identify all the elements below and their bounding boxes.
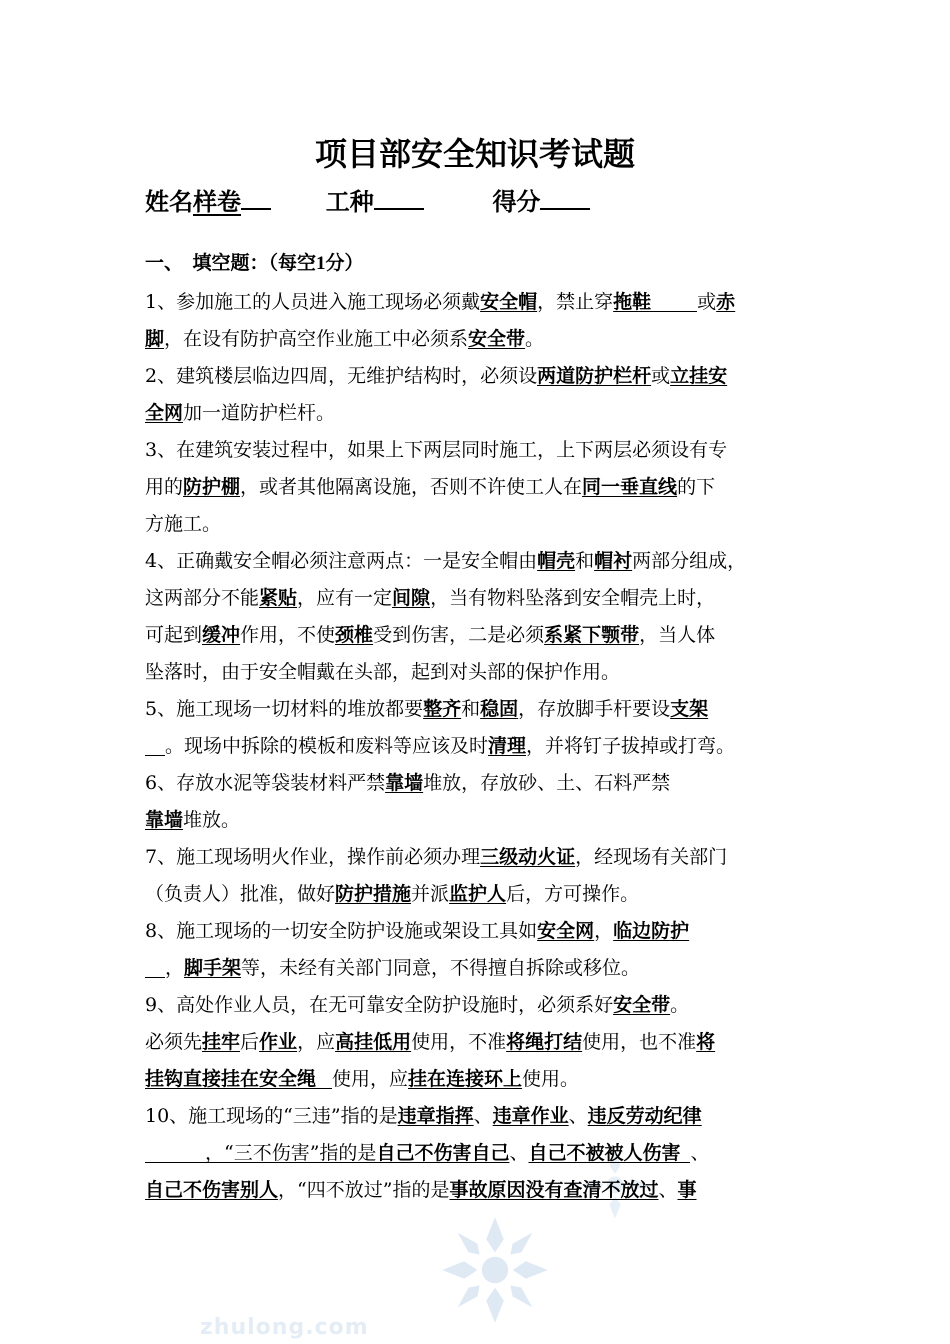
name-label: 姓名 [145, 187, 193, 216]
answer: 防护棚 [183, 476, 241, 498]
answer: 脚 [145, 328, 165, 350]
answer: 临边防护 [613, 920, 690, 942]
question-10-line-1: 10、施工现场的“三违”指的是违章指挥、违章作业、违反劳动纪律 [145, 1105, 702, 1127]
name-value: 样卷 [193, 187, 241, 216]
answer: 支架 [670, 698, 709, 720]
question-4-line-4: 坠落时，由于安全帽戴在头部，起到对头部的保护作用。 [145, 661, 621, 683]
answer: 高挂低用 [335, 1031, 412, 1053]
answer: 清理 [488, 735, 527, 757]
answer: 两道防护栏杆 [537, 365, 652, 387]
answer: 三级动火证 [480, 846, 576, 868]
answer: 全网 [145, 402, 184, 424]
answer: 违章作业 [492, 1105, 569, 1127]
answer: 挂钩直接挂在安全绳 [145, 1068, 317, 1090]
answer: 自己不伤害自己 [376, 1142, 510, 1164]
question-6-line-1: 6、存放水泥等袋装材料严禁靠墙堆放，存放砂、土、石料严禁 [145, 772, 671, 794]
question-2-line-1: 2、建筑楼层临边四周，无维护结构时，必须设两道防护栏杆或立挂安 [145, 365, 728, 387]
exam-header [145, 182, 590, 220]
answer: 违反劳动纪律 [587, 1105, 702, 1127]
question-1-line-1: 1、参加施工的人员进入施工现场必须戴安全帽，禁止穿拖鞋 或赤 [145, 291, 736, 313]
answer: 安全网 [537, 920, 595, 942]
question-4-line-1: 4、正确戴安全帽必须注意两点：一是安全帽由帽壳和帽衬两部分组成， [145, 550, 747, 572]
question-7-line-1: 7、施工现场明火作业，操作前必须办理三级动火证，经现场有关部门 [145, 846, 728, 868]
answer: 挂牢 [202, 1031, 241, 1053]
answer: 事 [677, 1179, 697, 1201]
answer: 稳固 [480, 698, 519, 720]
answer: 事故原因没有查清不放过 [449, 1179, 659, 1201]
trade-blank [374, 182, 424, 210]
answer: 将 [696, 1031, 716, 1053]
question-10-line-3: 自己不伤害别人，“四不放过”指的是事故原因没有查清不放过、事 [145, 1179, 697, 1201]
section-points: 1 [316, 253, 326, 274]
question-4-line-3: 可起到缓冲作用，不使颈椎受到伤害，二是必须系紧下颚带，当人体 [145, 624, 716, 646]
question-2-line-2: 全网加一道防护栏杆。 [145, 402, 336, 424]
answer: 防护措施 [335, 883, 412, 905]
answer: 立挂安 [670, 365, 728, 387]
trade-label: 工种 [325, 187, 374, 216]
section-heading-text: 一、 填空题：（每空 [145, 252, 317, 274]
name-blank [241, 182, 271, 210]
answer: 同一垂直线 [582, 476, 678, 498]
question-9-line-3: 挂钩直接挂在安全绳 使用，应挂在连接环上使用。 [145, 1068, 580, 1090]
answer: 违章指挥 [397, 1105, 474, 1127]
question-9-line-1: 9、高处作业人员，在无可靠安全防护设施时，必须系好安全带。 [145, 994, 690, 1016]
score-label: 得分 [492, 187, 541, 216]
question-3-line-2: 用的防护棚，或者其他隔离设施，否则不许使工人在同一垂直线的下 [145, 476, 716, 498]
question-10-line-2: ，“三不伤害”指的是自己不伤害自己、自己不被被人伤害 、 [145, 1135, 810, 1172]
answer: 靠墙 [385, 772, 424, 794]
answer: 缓冲 [202, 624, 241, 646]
question-5-line-1: 5、施工现场一切材料的堆放都要整齐和稳固，存放脚手杆要设支架 [145, 698, 709, 720]
answer: 自己不被被人伤害 [528, 1142, 681, 1164]
question-7-line-2: （负责人）批准，做好防护措施并派监护人后，方可操作。 [145, 883, 640, 905]
watermark-text: zhulong.com [200, 1315, 369, 1340]
answer: 监护人 [449, 883, 507, 905]
answer: 靠墙 [145, 809, 184, 831]
answer: 紧贴 [259, 587, 298, 609]
question-3-line-1: 3、在建筑安装过程中，如果上下两层同时施工，上下两层必须设有专 [145, 439, 728, 461]
question-8-line-2: ，脚手架等，未经有关部门同意，不得擅自拆除或移位。 [145, 950, 810, 987]
answer: 安全带 [613, 994, 671, 1016]
answer: 整齐 [423, 698, 462, 720]
score-blank [540, 182, 590, 210]
question-9-line-2: 必须先挂牢后作业，应高挂低用使用，不准将绳打结使用，也不准将 [145, 1031, 716, 1053]
page-title: 项目部安全知识考试题 [314, 135, 635, 173]
questions [145, 284, 810, 1209]
watermark-snowflake-icon [440, 1215, 550, 1325]
answer: 间隙 [392, 587, 431, 609]
question-4-line-2: 这两部分不能紧贴，应有一定间隙，当有物料坠落到安全帽壳上时， [145, 587, 716, 609]
answer: 系紧下颚带 [544, 624, 640, 646]
question-5-line-2: 。现场中拆除的模板和废料等应该及时清理，并将钉子拔掉或打弯。 [145, 728, 810, 765]
answer: 赤 [716, 291, 736, 313]
answer: 脚手架 [184, 957, 242, 979]
question-3-line-3: 方施工。 [145, 513, 222, 535]
answer: 帽衬 [594, 550, 633, 572]
answer: 挂在连接环上 [408, 1068, 523, 1090]
answer: 安全帽 [480, 291, 538, 313]
question-8-line-1: 8、施工现场的一切安全防护设施或架设工具如安全网，临边防护 [145, 920, 690, 942]
answer: 安全带 [468, 328, 526, 350]
question-6-line-2: 靠墙堆放。 [145, 809, 241, 831]
answer: 将绳打结 [506, 1031, 583, 1053]
answer: 颈椎 [335, 624, 374, 646]
section-heading [145, 248, 364, 279]
section-heading-tail: 分） [325, 252, 364, 274]
question-1-line-2: 脚，在设有防护高空作业施工中必须系安全带。 [145, 328, 545, 350]
answer: 自己不伤害别人 [145, 1179, 279, 1201]
answer: 作业 [259, 1031, 298, 1053]
answer: 帽壳 [537, 550, 576, 572]
answer: 拖鞋 [613, 291, 652, 313]
